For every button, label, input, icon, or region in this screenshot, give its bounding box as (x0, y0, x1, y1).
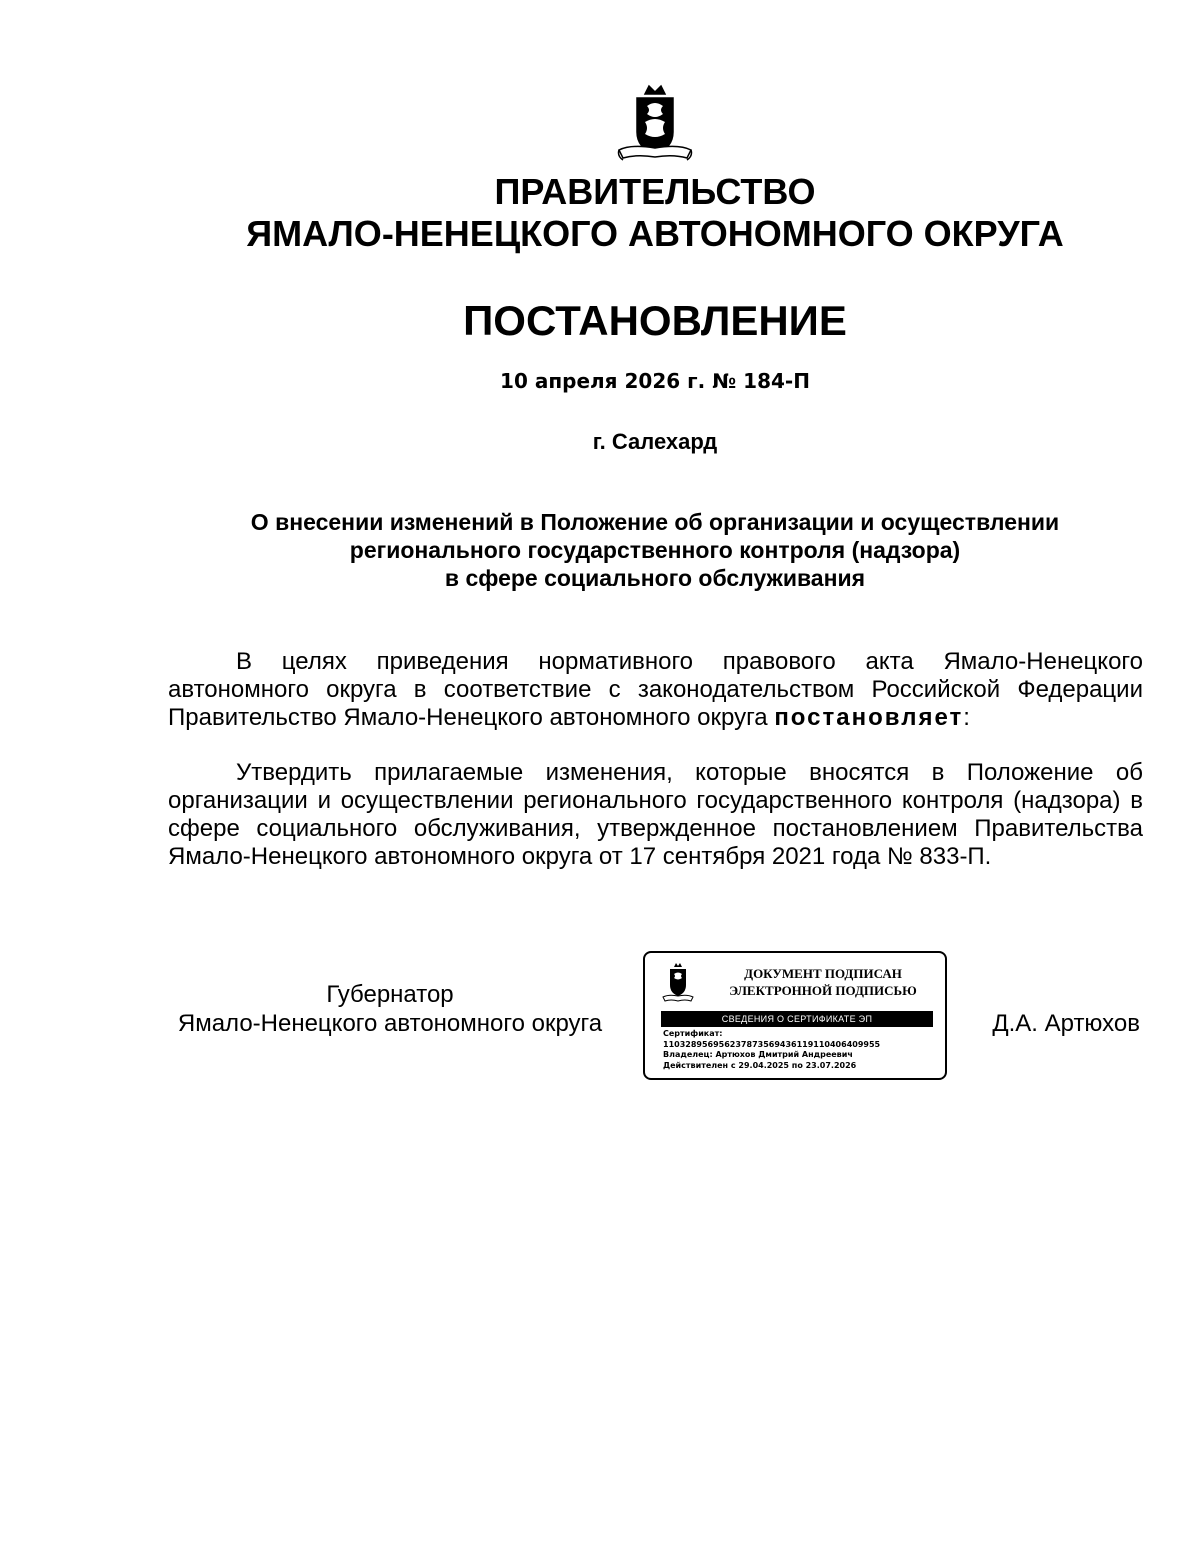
decree-word: постановляет (774, 704, 964, 731)
certificate-label: Сертификат: (663, 1029, 723, 1038)
stamp-certificate-info (663, 1029, 933, 1071)
organization-title-line1: ПРАВИТЕЛЬСТВО (494, 171, 816, 212)
body-paragraph-1 (168, 648, 1143, 732)
body-paragraph-2: Утвердить прилагаемые изменения, которые вносятся в Положение об организации и осуществлении регионального государственного контроля (надзора) в сфере социального обслуживания, утвержденное постановлением Правительства Ямало-Ненецкого автономного округа от 17 сентября 2021 года № 833-П. (168, 759, 1143, 870)
signatory-title-line1: Губернатор (326, 981, 454, 1008)
stamp-header (707, 965, 939, 999)
subject-line3: в сфере социального обслуживания (444, 565, 866, 591)
subject-line1: О внесении изменений в Положение об организации и осуществлении (250, 509, 1060, 535)
document-subject (160, 508, 1150, 592)
stamp-header-line2: ЭЛЕКТРОННОЙ ПОДПИСЬЮ (729, 983, 917, 998)
paragraph-1-text: В целях приведения нормативного правового акта Ямало-Ненецкого автономного округа в соответствие с законодательством Российской Федерации Правительство Ямало-Ненецкого автономного округа (168, 648, 1143, 731)
yamal-coat-of-arms-icon (661, 961, 695, 1007)
stamp-header-line1: ДОКУМЕНТ ПОДПИСАН (744, 966, 902, 981)
yamal-coat-of-arms-icon (615, 80, 695, 168)
signatory-title-line2: Ямало-Ненецкого автономного округа (177, 1010, 603, 1037)
document-city: г. Салехард (592, 429, 718, 454)
document-type: ПОСТАНОВЛЕНИЕ (463, 297, 847, 344)
electronic-signature-stamp (643, 951, 947, 1080)
certificate-owner: Владелец: Артюхов Дмитрий Андреевич (663, 1050, 853, 1059)
organization-title-line2: ЯМАЛО-НЕНЕЦКОГО АВТОНОМНОГО ОКРУГА (246, 213, 1064, 254)
signatory-name: Д.А. Артюхов (992, 1010, 1140, 1037)
document-date-number: 10 апреля 2026 г. № 184-П (500, 369, 810, 393)
subject-line2: регионального государственного контроля (надзора) (349, 537, 961, 563)
certificate-validity: Действителен с 29.04.2025 по 23.07.2026 (663, 1060, 857, 1070)
paragraph-1-end: : (963, 704, 970, 731)
certificate-number: 110328956956237873569436119110406409955 (663, 1039, 881, 1049)
stamp-certificate-bar: СВЕДЕНИЯ О СЕРТИФИКАТЕ ЭП (661, 1011, 933, 1027)
signatory-title (160, 980, 620, 1038)
